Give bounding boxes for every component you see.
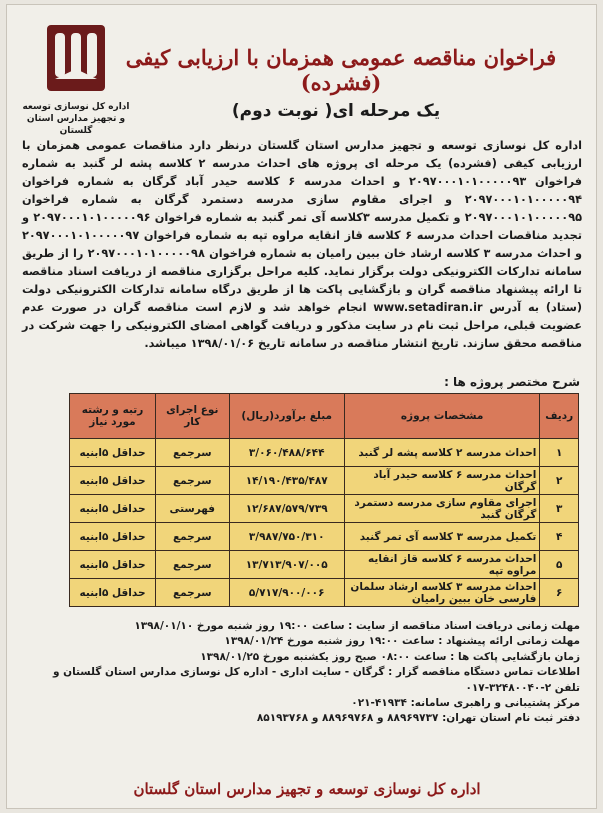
project-name: احداث مدرسه ۲ کلاسه پشه لر گنبد — [344, 439, 540, 467]
table-row — [70, 579, 579, 607]
project-grade: حداقل ۵ابنیه — [70, 495, 156, 523]
project-work-type: سرجمع — [155, 523, 229, 551]
row-number: ۱ — [540, 439, 579, 467]
project-work-type: سرجمع — [155, 579, 229, 607]
project-name: تکمیل مدرسه ۳ کلاسه آی تمر گنبد — [344, 523, 540, 551]
table-row — [70, 523, 579, 551]
project-work-type: فهرستی — [155, 495, 229, 523]
project-work-type: سرجمع — [155, 467, 229, 495]
project-grade: حداقل ۵ابنیه — [70, 523, 156, 551]
row-number: ۵ — [540, 551, 579, 579]
projects-table — [69, 393, 579, 607]
project-estimate: ۳/۰۶۰/۴۸۸/۶۴۴ — [229, 439, 344, 467]
registration-office: دفتر ثبت نام استان تهران: ۸۸۹۶۹۷۳۷ و ۸۸۹۶۹۷۶۸ و ۸۵۱۹۳۷۶۸ — [256, 712, 580, 725]
row-number: ۴ — [540, 523, 579, 551]
organization-logo-icon — [41, 21, 111, 95]
page-title: فراخوان مناقصه عمومی همزمان با ارزیابی کیفی (فشرده) — [125, 45, 557, 95]
project-estimate: ۳/۹۸۷/۷۵۰/۳۱۰ — [229, 523, 344, 551]
deadlines-block — [20, 619, 580, 727]
table-row — [70, 551, 579, 579]
announcement-text — [22, 137, 582, 353]
project-name: اجرای مقاوم سازی مدرسه دستمرد گرگان گنبد — [344, 495, 540, 523]
table-row — [70, 495, 579, 523]
project-estimate: ۵/۷۱۷/۹۰۰/۰۰۶ — [229, 579, 344, 607]
project-name: احداث مدرسه ۳ کلاسه ارشاد سلمان فارسی خان ببین رامیان — [344, 579, 540, 607]
project-estimate: ۱۲/۶۸۷/۵۷۹/۷۳۹ — [229, 495, 344, 523]
deadline-documents: مهلت زمانی دریافت اسناد مناقصه از سایت : ساعت ۱۹:۰۰ روز شنبه مورخ ۱۳۹۸/۰۱/۱۰ — [134, 620, 580, 632]
project-grade: حداقل ۵ابنیه — [70, 439, 156, 467]
project-grade: حداقل ۵ابنیه — [70, 579, 156, 607]
contact-phone: تلفن ۲-۳۲۴۸۰۰۴۰-۰۱۷ — [465, 681, 580, 694]
contact-info: اطلاعات تماس دستگاه مناقصه گزار : گرگان - سایت اداری - اداره کل نوسازی مدارس استان گلستان و — [52, 666, 580, 679]
project-name: احداث مدرسه ۶ کلاسه حیدر آباد گرگان — [344, 467, 540, 495]
logo-caption: اداره کل نوسازی توسعه و تجهیز مدارس استان گلستان — [22, 102, 130, 136]
bleed-through-text — [157, 11, 577, 41]
support-center: مرکز پشتیبانی و راهبری سامانه: ۴۱۹۳۴-۰۲۱ — [351, 697, 580, 710]
row-number: ۲ — [540, 467, 579, 495]
row-number: ۶ — [540, 579, 579, 607]
header-work-type: نوع اجرای کار — [155, 394, 229, 439]
page-subtitle: یک مرحله ای( نوبت دوم) — [231, 101, 441, 121]
header-estimate: مبلغ برآورد(ریال) — [229, 394, 344, 439]
table-row — [70, 467, 579, 495]
row-number: ۳ — [540, 495, 579, 523]
summary-heading: شرح مختصر پروژه ها : — [444, 375, 580, 389]
project-estimate: ۱۳/۷۱۳/۹۰۷/۰۰۵ — [229, 551, 344, 579]
project-grade: حداقل ۵ابنیه — [70, 551, 156, 579]
header-grade: رتبه و رشته مورد نیاز — [70, 394, 156, 439]
table-row — [70, 439, 579, 467]
announcement-body: درنظر دارد مناقصات عمومی همزمان با ارزیابی کیفی (فشرده) یک مرحله ای پروژه های احداث مدرسه ۲ کلاسه پشه لر گنبد به شماره فراخوان ۲۰۹۷۰۰۰۱۰۱۰۰۰۰۰۹۳ و احداث مدرسه ۶ کلاسه حیدر آباد گرگان به شماره فراخوان ۲۰۹۷۰۰۰۱۰۱۰۰۰۰۰۹۴ و اجرای مقاوم سازی مدرسه دستمرد گرگان به شماره فراخوان ۲۰۹۷۰۰۰۱۰۱۰۰۰۰۰۹۵ و تکمیل مدرسه ۳کلاسه آی تمر گنبد به شماره فراخوان ۲۰۹۷۰۰۰۱۰۱۰۰۰۰۰۹۶ و تجدید مناقصات احداث مدرسه ۶ کلاسه قاز انقایه مراوه تپه به شماره فراخوان ۲۰۹۷۰۰۰۱۰۱۰۰۰۰۰۹۷ و احداث مدرسه ۳ کلاسه ارشاد خان ببین رامیان به شماره فراخوان ۲۰۹۷۰۰۰۱۰۱۰۰۰۰۰۹۸ را از طریق سامانه تدارکات الکترونیکی دولت برگزار نماید. کلیه مراحل برگزاری مناقصه از دریافت اسناد مناقصه تا ارائه پیشنهاد مناقصه گران و بازگشایی پاکت ها از طریق درگاه سامانه تدارکات الکترونیکی دولت (ستاد) به آدرس www.setadiran.ir انجام خواهد شد و لازم است مناقصه گران در صورت عدم عضویت قبلی، مراحل ثبت نام در سایت مذکور و دریافت گواهی امضای الکترونیکی را جهت شرکت در مناقصه محقق سازند. تاریخ انتشار مناقصه در سامانه تاریخ ۱۳۹۸/۰۱/۰۶ میباشد. — [22, 139, 582, 350]
project-estimate: ۱۴/۱۹۰/۴۳۵/۴۸۷ — [229, 467, 344, 495]
newspaper-page — [6, 4, 597, 809]
header-project: مشخصات پروژه — [344, 394, 540, 439]
deadline-proposal: مهلت زمانی ارائه پیشنهاد : ساعت ۱۹:۰۰ روز شنبه مورخ ۱۳۹۸/۰۱/۲۴ — [224, 635, 580, 648]
project-work-type: سرجمع — [155, 551, 229, 579]
project-name: احداث مدرسه ۶ کلاسه قاز انقایه مراوه تپه — [344, 551, 540, 579]
table-header-row — [70, 394, 579, 439]
announcement-org-name: اداره کل نوسازی توسعه و تجهیز مدارس استان گلستان — [257, 139, 582, 152]
project-grade: حداقل ۵ابنیه — [70, 467, 156, 495]
footer-org-name: اداره کل نوسازی توسعه و تجهیز مدارس استان گلستان — [133, 780, 481, 798]
header-row-number: ردیف — [540, 394, 579, 439]
project-work-type: سرجمع — [155, 439, 229, 467]
opening-time: زمان بازگشایی پاکت ها : ساعت ۰۸:۰۰ صبح روز یکشنبه مورخ ۱۳۹۸/۰۱/۲۵ — [200, 650, 580, 663]
